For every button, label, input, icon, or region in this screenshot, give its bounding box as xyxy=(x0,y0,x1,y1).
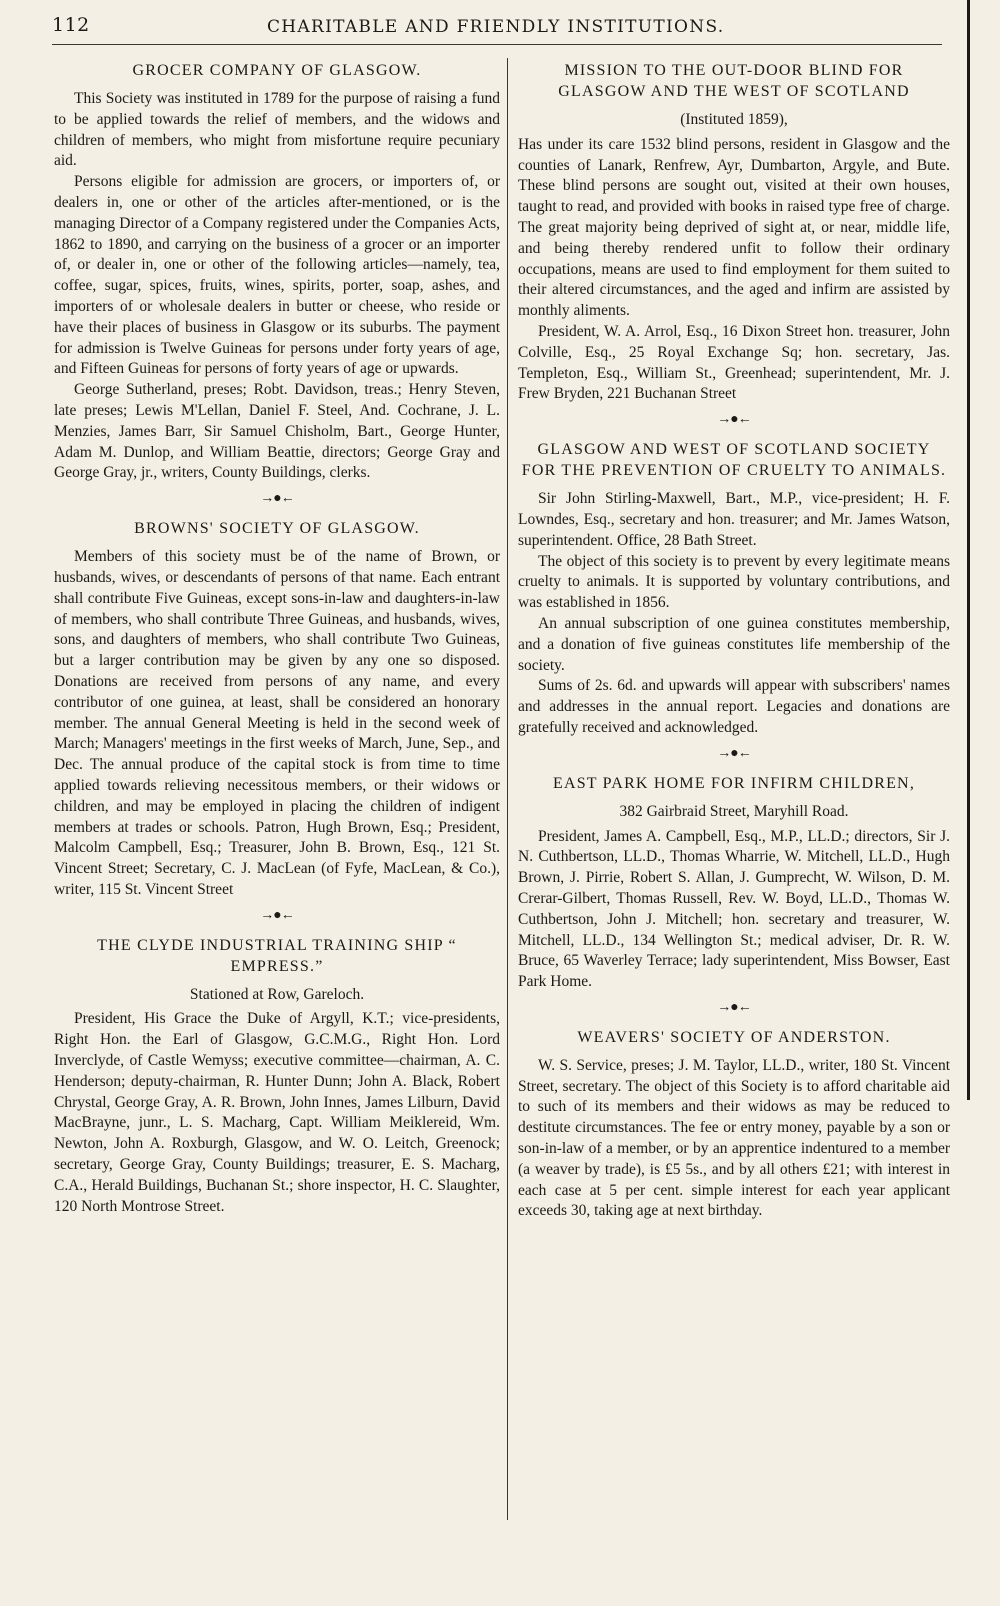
page-binding-edge xyxy=(967,0,970,1100)
section-paragraph: This Society was instituted in 1789 for the purpose of raising a fund to be applied towards the relief of members, and the widows and children of members, who might from misfortune require pecuniary aid. xyxy=(54,90,500,170)
section-paragraph: President, James A. Campbell, Esq., M.P., LL.D.; directors, Sir J. N. Cuthbertson, LL.D., Thomas Wharrie, W. Mitchell, LL.D., Hugh Brown, J. Pirrie, Robert S. Allan, J. Gumprecht, W. Wilson, D. M. Crerar-Gilbert, Thomas Russell, Rev. W. Boyd, LL.D., Thomas W. Cuthbertson, John J. Mitchell; hon. secretary and treasurer, W. Mitchell, LL.D., 134 Wellington St.; medical adviser, Dr. R. W. Bruce, 65 Waverley Terrace; lady superintendent, Miss Bowser, East Park Home. xyxy=(518,827,950,991)
section-paragraph: President, His Grace the Duke of Argyll, K.T.; vice-presidents, Right Hon. the Earl of Glasgow, G.C.M.G., Right Hon. Lord Inverclyde, of Castle Wemyss; executive committee—chairman, A. C. Henderson; deputy-chairman, R. Hunter Dunn; John A. Black, Robert Chrystal, George Gray, A. R. Brown, John Innes, James Lilburn, David MacBrayne, junr., L. S. Macharg, Capt. William Meiklereid, Wm. Newton, John A. Roxburgh, Glasgow, and W. O. Leitch, Greenock; secretary, George Gray, County Buildings; treasurer, E. S. Macharg, C.A., Herald Buildings, Buchanan St.; shore inspector, H. C. Slaughter, 120 North Montrose Street. xyxy=(54,1010,500,1215)
section-paragraph: W. S. Service, preses; J. M. Taylor, LL.D., writer, 180 St. Vincent Street, secretary. The object of this Society is to afford charitable aid to such of its members and their widows as may be reduced to destitute circumstances. The fee or entry money, payable by a son or son-in-law of a member, or by an apprentice indentured to a member (a weaver by trade), is £5 5s., and by all others £21; with interest in each case at 5 per cent. simple interest for each year applicant exceeds 30, taking age at next birthday. xyxy=(518,1056,950,1220)
section-paragraph: Persons eligible for admission are grocers, or importers of, or dealers in, one or other of the articles after-mentioned, or is the managing Director of a Company registered under the Companies Acts, 1862 to 1890, and carrying on the business of a grocer or an importer of, or dealer in, one or other of the following articles—namely, tea, coffee, sugar, spices, fruits, wines, spirits, porter, soap, ashes, and importers of or wholesale dealers in butter or cheese, who reside or have their places of business in Glasgow or its suburbs. The payment for admission is Twelve Guineas for persons under forty years of age, and Fifteen Guineas for persons of forty years of age or upwards. xyxy=(54,173,500,378)
section-title: BROWNS' SOCIETY OF GLASGOW. xyxy=(134,520,420,538)
header-rule xyxy=(52,44,942,45)
section-title: MISSION TO THE OUT-DOOR BLIND FOR GLASGOW AND THE WEST OF SCOTLAND xyxy=(558,62,910,100)
section-paragraph: Members of this society must be of the name of Brown, or husbands, wives, or descendants of persons of that name. Each entrant shall contribute Five Guineas, except sons-in-law and daughters-in-law of members, who shall contribute Three Guineas, and husbands, wives, sons, and daughters of members, who shall contribute Two Guineas, but a larger contribution may be given by any one so disposed. Donations are received from persons of any name, and every contributor of one guinea, at least, shall be considered an honorary member. The annual General Meeting is held in the second week of March; Managers' meetings in the first weeks of March, June, Sep., and Dec. The annual produce of the capital stock is from time to time applied towards relieving necessitous members, or their widows or children, and may be employed in placing the children of indigent members at trades or schools. Patron, Hugh Brown, Esq.; President, Malcolm Campbell, Esq.; Treasurer, John B. Brown, Esq., 121 St. Vincent Street; Secretary, C. J. MacLean (of Fyfe, MacLean, & Co.), writer, 115 St. Vincent Street xyxy=(54,548,500,898)
running-head xyxy=(52,14,952,44)
article-section xyxy=(54,518,500,901)
section-divider-ornament: →●← xyxy=(260,907,294,923)
section-divider-ornament: →●← xyxy=(260,491,294,507)
right-column xyxy=(518,56,950,1222)
section-paragraph: Sir John Stirling-Maxwell, Bart., M.P., vice-president; H. F. Lowndes, Esq., secretary and hon. treasurer; and Mr. James Watson, superintendent. Office, 28 Bath Street. xyxy=(518,490,950,549)
section-divider-ornament: →●← xyxy=(717,412,751,428)
section-paragraph: An annual subscription of one guinea constitutes membership, and a donation of five guineas constitutes life membership of the society. xyxy=(518,614,950,674)
section-title: WEAVERS' SOCIETY OF ANDERSTON. xyxy=(577,1028,891,1046)
page-number: 112 xyxy=(52,14,90,36)
section-subtitle: 382 Gairbraid Street, Maryhill Road. xyxy=(619,802,849,820)
article-section xyxy=(518,1027,950,1222)
section-divider-ornament: →●← xyxy=(717,745,751,761)
left-column xyxy=(54,56,500,1217)
section-title: GROCER COMPANY OF GLASGOW. xyxy=(132,62,422,79)
article-section xyxy=(518,773,950,993)
section-paragraph: Sums of 2s. 6d. and upwards will appear with subscribers' names and addresses in the annual report. Legacies and donations are gratefully received and acknowledged. xyxy=(518,677,950,736)
running-head-title: CHARITABLE AND FRIENDLY INSTITUTIONS. xyxy=(267,17,725,37)
section-title: THE CLYDE INDUSTRIAL TRAINING SHIP “ EMPRESS.” xyxy=(97,936,457,975)
article-section xyxy=(518,60,950,405)
section-paragraph: President, W. A. Arrol, Esq., 16 Dixon Street hon. treasurer, John Colville, Esq., 25 Royal Exchange Sq; hon. secretary, Jas. Templeton, Esq., William St., Greenhead; superintendent, Mr. J. Frew Bryden, 221 Buchanan Street xyxy=(518,322,950,403)
section-title: GLASGOW AND WEST OF SCOTLAND SOCIETY FOR THE PREVENTION OF CRUELTY TO ANIMALS. xyxy=(521,441,947,480)
article-section xyxy=(518,439,950,739)
section-paragraph: George Sutherland, preses; Robt. Davidson, treas.; Henry Steven, late preses; Lewis M'Lellan, Daniel F. Steel, And. Cochrane, J. L. Menzies, James Barr, Sir Samuel Chisholm, Bart., George Hunter, Adam M. Dunlop, and William Beattie, directors; George Gray and George Gray, jr., writers, County Buildings, clerks. xyxy=(54,381,500,482)
section-divider-ornament: →●← xyxy=(717,999,751,1015)
article-section xyxy=(54,935,500,1218)
section-subtitle: Stationed at Row, Gareloch. xyxy=(189,985,365,1003)
column-divider-rule xyxy=(507,58,508,1520)
section-paragraph: The object of this society is to prevent by every legitimate means cruelty to animals. It is supported by voluntary contributions, and was established in 1856. xyxy=(518,552,950,612)
article-section xyxy=(54,60,500,484)
section-title: EAST PARK HOME FOR INFIRM CHILDREN, xyxy=(552,774,916,792)
section-paragraph: Has under its care 1532 blind persons, resident in Glasgow and the counties of Lanark, Renfrew, Ayr, Dumbarton, Argyle, and Bute. These blind persons are sought out, visited at their own houses, taught to read, and provided with books in raised type free of charge. The great majority being deprived of sight at, or near, middle life, and being thereby rendered unfit to follow their ordinary occupations, means are used to find employment for them suited to their altered circumstances, and the aged and infirm are assisted by monthly aliments. xyxy=(518,135,950,320)
section-subtitle: (Instituted 1859), xyxy=(680,111,788,128)
